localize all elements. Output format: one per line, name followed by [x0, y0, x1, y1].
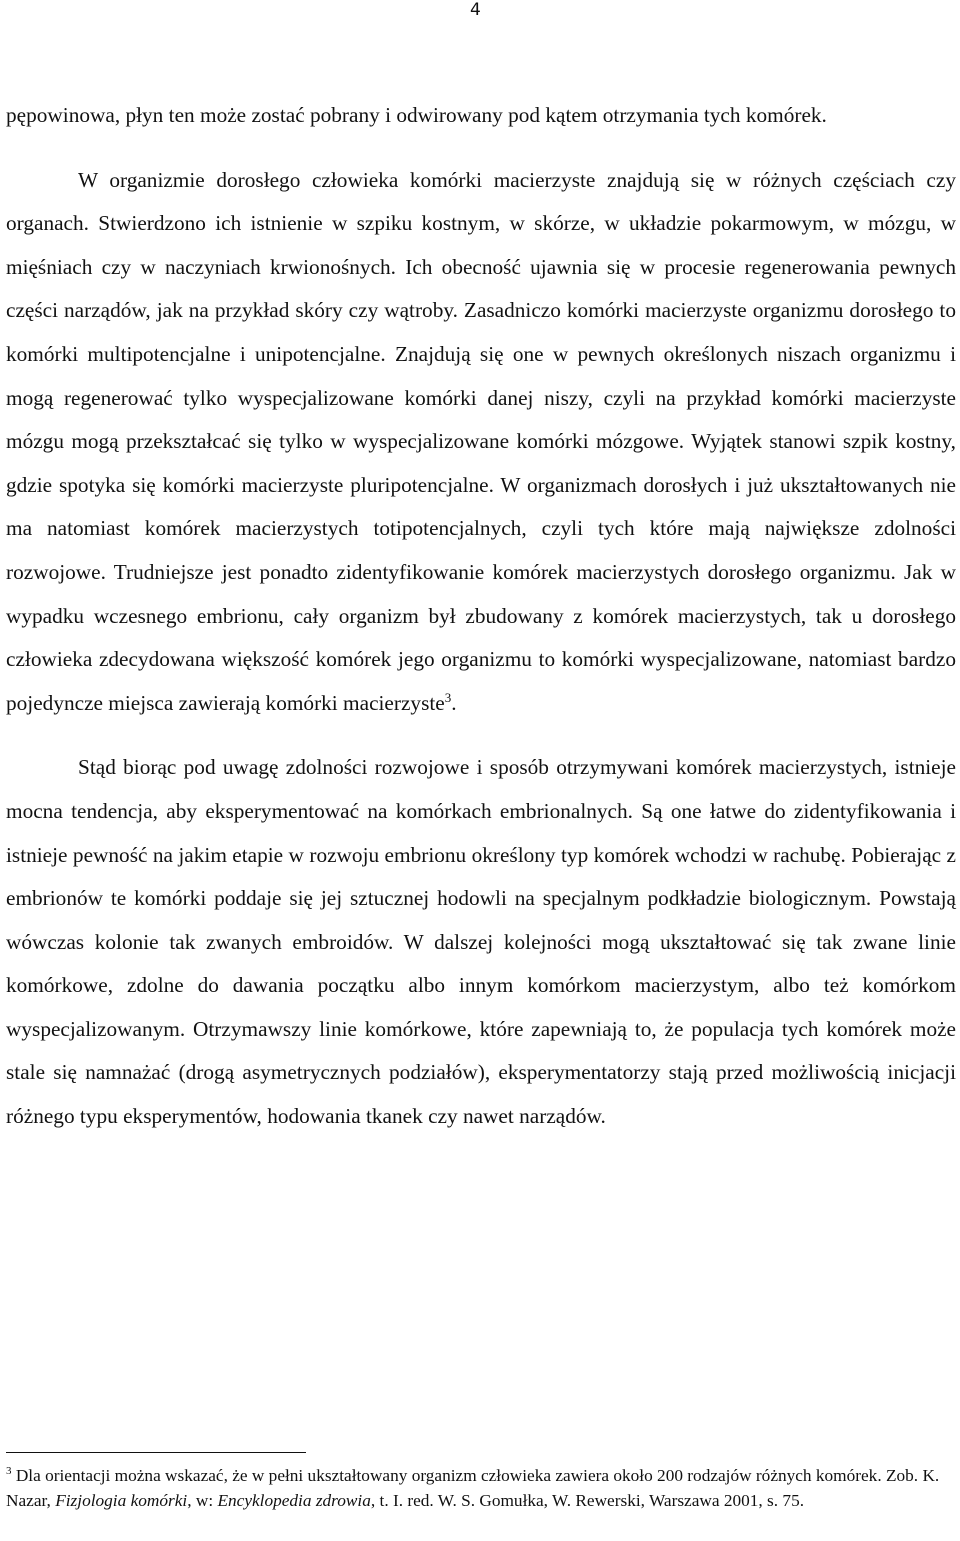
footnote-title-1: Fizjologia komórki — [55, 1491, 188, 1510]
paragraph-2-end: . — [451, 690, 457, 715]
paragraph-2-text: W organizmie dorosłego człowieka komórki macierzyste znajdują się w różnych częściach czy organach. Stwierdzono ich istnienie w szpiku kostnym, w skórze, w układzie pokarmowym, w mózgu, w mięśniach czy w naczyniach krwionośnych. Ich obecność ujawnia się w procesie regenerowania pewnych części narządów, jak na przykład skóry czy wątroby. Zasadniczo komórki macierzyste organizmu dorosłego to komórki multipotencjalne i unipotencjalne. Znajdują się one w pewnych określonych niszach organizmu i mogą regenerować tylko wyspecjalizowane komórki danej niszy, czyli na przykład komórki macierzyste mózgu mogą przekształcać się tylko w wyspecjalizowane komórki mózgowe. Wyjątek stanowi szpik kostny, gdzie spotyka się komórki macierzyste pluripotencjalne. W organizmach dorosłych i już ukształtowanych nie ma natomiast komórek macierzystych totipotencjalnych, czyli tych które mają największe zdolności rozwojowe. Trudniejsze jest ponadto zidentyfikowanie komórek macierzystych dorosłego organizmu. Jak w wypadku wczesnego embrionu, cały organizm był zbudowany z komórek macierzystych, tak u dorosłego człowieka zdecydowana większość komórek jego organizmu to komórki wyspecjalizowane, natomiast bardzo pojedyncze miejsca zawierają komórki macierzyste — [6, 167, 956, 715]
footnote-3 — [6, 1463, 956, 1513]
paragraph-3: Stąd biorąc pod uwagę zdolności rozwojowe i sposób otrzymywani komórek macierzystych, istnieje mocna tendencja, aby eksperymentować na komórkach embrionalnych. Są one łatwe do zidentyfikowania i istnieje pewność na jakim etapie w rozwoju embrionu określony typ komórek wchodzi w rachubę. Pobierając z embrionów te komórki poddaje się jej sztucznej hodowli na specjalnym podkładzie biologicznym. Powstają wówczas kolonie tak zwanych embroidów. W dalszej kolejności mogą ukształtować się tak zwane linie komórkowe, zdolne do dawania początku albo innym komórkom macierzystym, albo też komórkom wyspecjalizowanym. Otrzymawszy linie komórkowe, które zapewniają to, że populacja tych komórek może stale się namnażać (drogą asymetrycznych podziałów), eksperymentatorzy stają przed możliwością inicjacji różnego typu eksperymentów, hodowania tkanek czy nawet narządów. — [6, 755, 956, 1129]
paragraph-1: pępowinowa, płyn ten może zostać pobrany i odwirowany pod kątem otrzymania tych komórek. — [6, 103, 827, 127]
page-number: 4 — [470, 0, 481, 20]
footnote-text-3: , t. I. red. W. S. Gomułka, W. Rewerski, Warszawa 2001, s. 75. — [370, 1491, 805, 1510]
paragraph-2 — [6, 159, 956, 726]
footnote-number: 3 — [6, 1465, 12, 1478]
footnote-text-2: , w: — [187, 1491, 218, 1510]
footnote-reference[interactable]: 3 — [444, 689, 452, 705]
footnote-separator — [6, 1452, 306, 1453]
main-text — [6, 94, 956, 1139]
footnote-title-2: Encyklopedia zdrowia — [217, 1491, 371, 1510]
footnote-text-1: Dla orientacji można wskazać, że w pełni ukształtowany organizm człowieka zawiera około 200 rodzajów różnych komórek. Zob. K. Nazar, — [6, 1466, 940, 1510]
footnotes-section — [6, 1452, 956, 1513]
